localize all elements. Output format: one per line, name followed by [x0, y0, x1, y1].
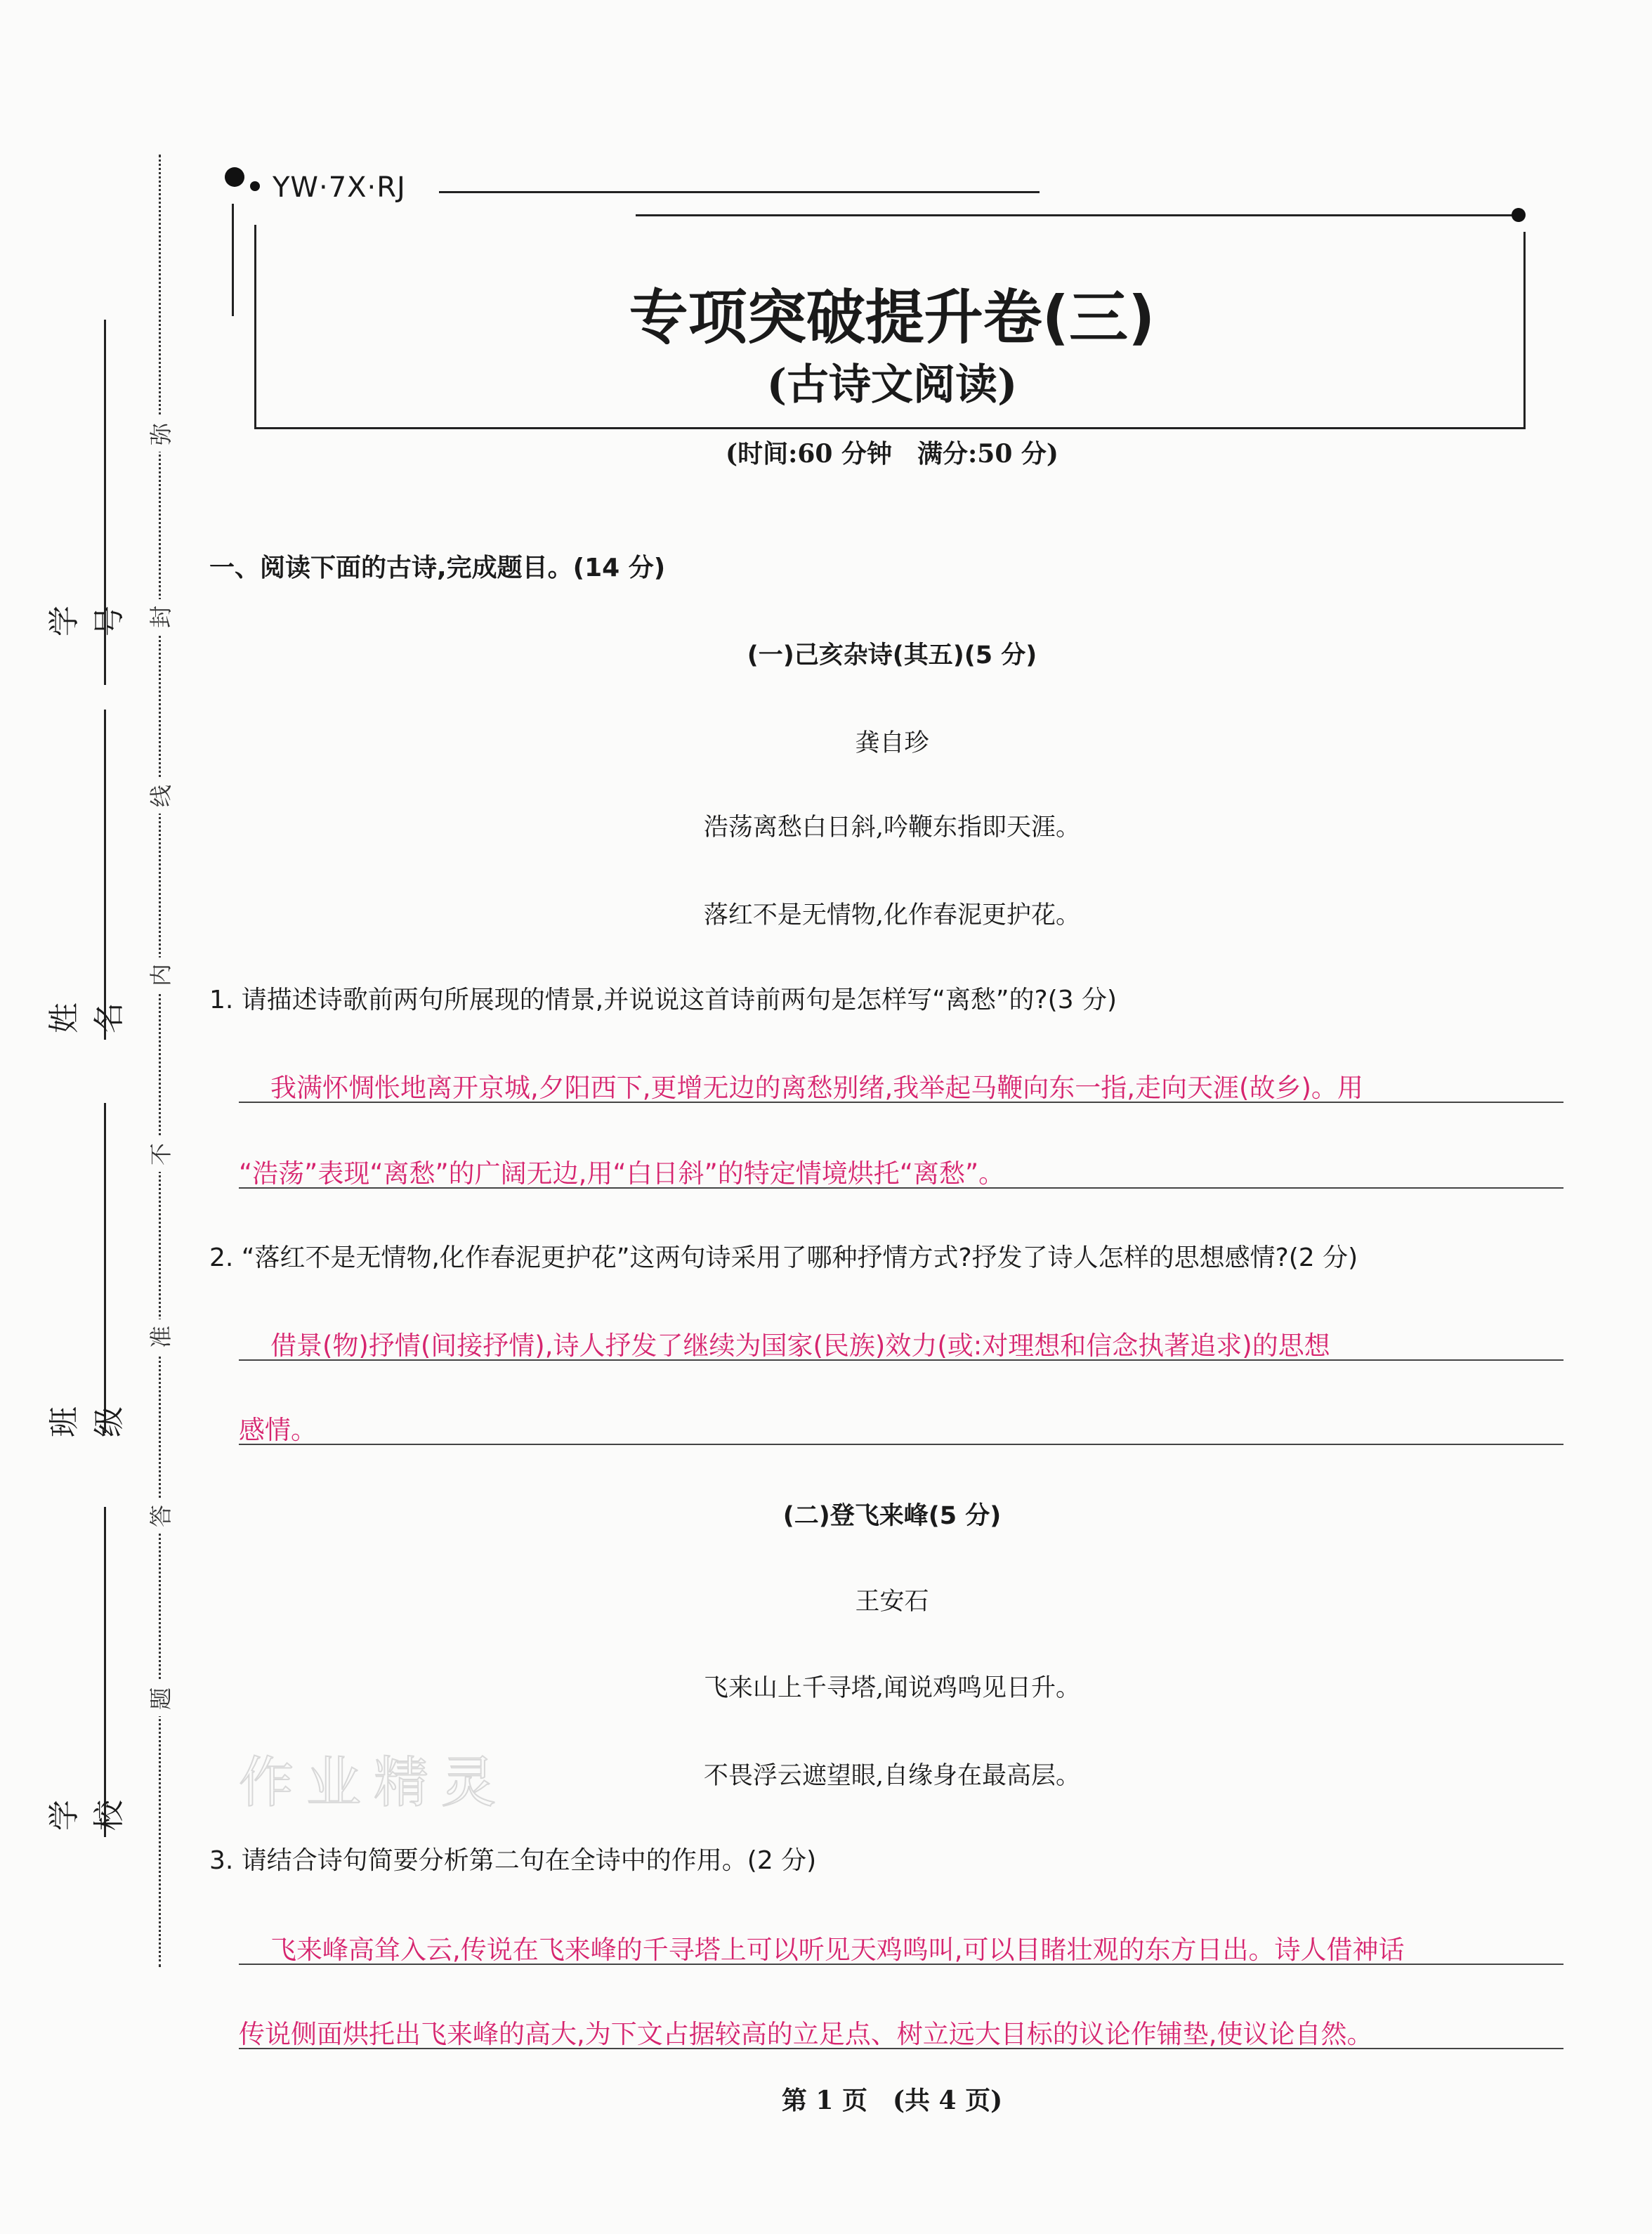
header-dot-large [225, 167, 244, 187]
answer-underline [239, 1964, 1563, 1965]
student-id-label: 学号 [46, 606, 127, 636]
exam-meta: (时间:60 分钟 满分:50 分) [726, 439, 1058, 469]
section-heading: 一、阅读下面的古诗,完成题目。(14 分) [209, 554, 666, 582]
school-label: 学校 [46, 1800, 127, 1831]
margin-line [104, 710, 106, 1040]
poem1-author: 龚自珍 [855, 729, 929, 757]
poem2-line2: 不畏浮云遮望眼,自缘身在最高层。 [703, 1762, 1081, 1790]
page-subtitle: (古诗文阅读) [766, 360, 1018, 410]
seal-char: 线 [143, 778, 176, 814]
header-rule-right [636, 214, 1517, 216]
student-name-label: 姓名 [46, 1002, 127, 1033]
poem1-line1: 浩荡离愁白日斜,吟鞭东指即天涯。 [703, 814, 1081, 842]
answer-3-line1: 飞来峰高耸入云,传说在飞来峰的千寻塔上可以听见天鸡鸣叫,可以目睹壮观的东方日出。诗人借神话 [270, 1935, 1405, 1965]
seal-char: 封 [143, 599, 176, 634]
header-dot-right [1512, 208, 1526, 222]
box-left-outer [232, 204, 234, 316]
page-title: 专项突破提升卷(三) [629, 283, 1155, 352]
header-dot-small [250, 181, 260, 191]
seal-char: 题 [143, 1681, 176, 1716]
answer-underline [239, 1359, 1563, 1361]
poem2-title: (二)登飞来峰(5 分) [782, 1502, 1002, 1530]
answer-underline [239, 1102, 1563, 1103]
answer-3-line2: 传说侧面烘托出飞来峰的高大,为下文占据较高的立足点、树立远大目标的议论作铺垫,使议论自然。 [239, 2019, 1373, 2049]
seal-char: 准 [143, 1319, 176, 1354]
answer-2-line1: 借景(物)抒情(间接抒情),诗人抒发了继续为国家(民族)效力(或:对理想和信念执著追求)的思想 [270, 1331, 1330, 1361]
answer-1-line2: “浩荡”表现“离愁”的广阔无边,用“白日斜”的特定情境烘托“离愁”。 [239, 1158, 1005, 1189]
answer-underline [239, 1187, 1563, 1189]
answer-2-line2: 感情。 [239, 1415, 317, 1445]
poem2-author: 王安石 [855, 1588, 929, 1616]
watermark: 作业精灵 [239, 1751, 509, 1815]
answer-1-line1: 我满怀惆怅地离开京城,夕阳西下,更增无边的离愁别绪,我举起马鞭向东一指,走向天涯(故乡)。用 [270, 1073, 1363, 1103]
box-left-inner [254, 225, 256, 429]
page-number: 第 1 页 (共 4 页) [781, 2086, 1003, 2115]
poem1-title: (一)己亥杂诗(其五)(5 分) [747, 641, 1037, 669]
answer-underline [239, 2048, 1563, 2049]
poem2-line1: 飞来山上千寻塔,闻说鸡鸣见日升。 [703, 1674, 1081, 1702]
question-1: 1. 请描述诗歌前两句所展现的情景,并说说这首诗前两句是怎样写“离愁”的?(3 分) [209, 986, 1117, 1014]
header-rule-top [439, 191, 1040, 193]
margin-line [104, 1103, 106, 1433]
question-3: 3. 请结合诗句简要分析第二句在全诗中的作用。(2 分) [209, 1846, 817, 1875]
seal-char: 内 [143, 958, 176, 993]
margin-line [104, 1507, 106, 1837]
seal-char: 答 [143, 1498, 176, 1534]
poem1-line2: 落红不是无情物,化作春泥更护花。 [703, 901, 1081, 929]
seal-char: 不 [143, 1137, 176, 1172]
seal-char: 弥 [143, 417, 176, 452]
box-bottom [254, 427, 1526, 429]
class-label: 班级 [46, 1406, 127, 1437]
paper-code: YW·7X·RJ [273, 171, 406, 204]
question-2: 2. “落红不是无情物,化作春泥更护花”这两句诗采用了哪种抒情方式?抒发了诗人怎样的思想感情?(2 分) [209, 1243, 1358, 1272]
answer-underline [239, 1444, 1563, 1445]
